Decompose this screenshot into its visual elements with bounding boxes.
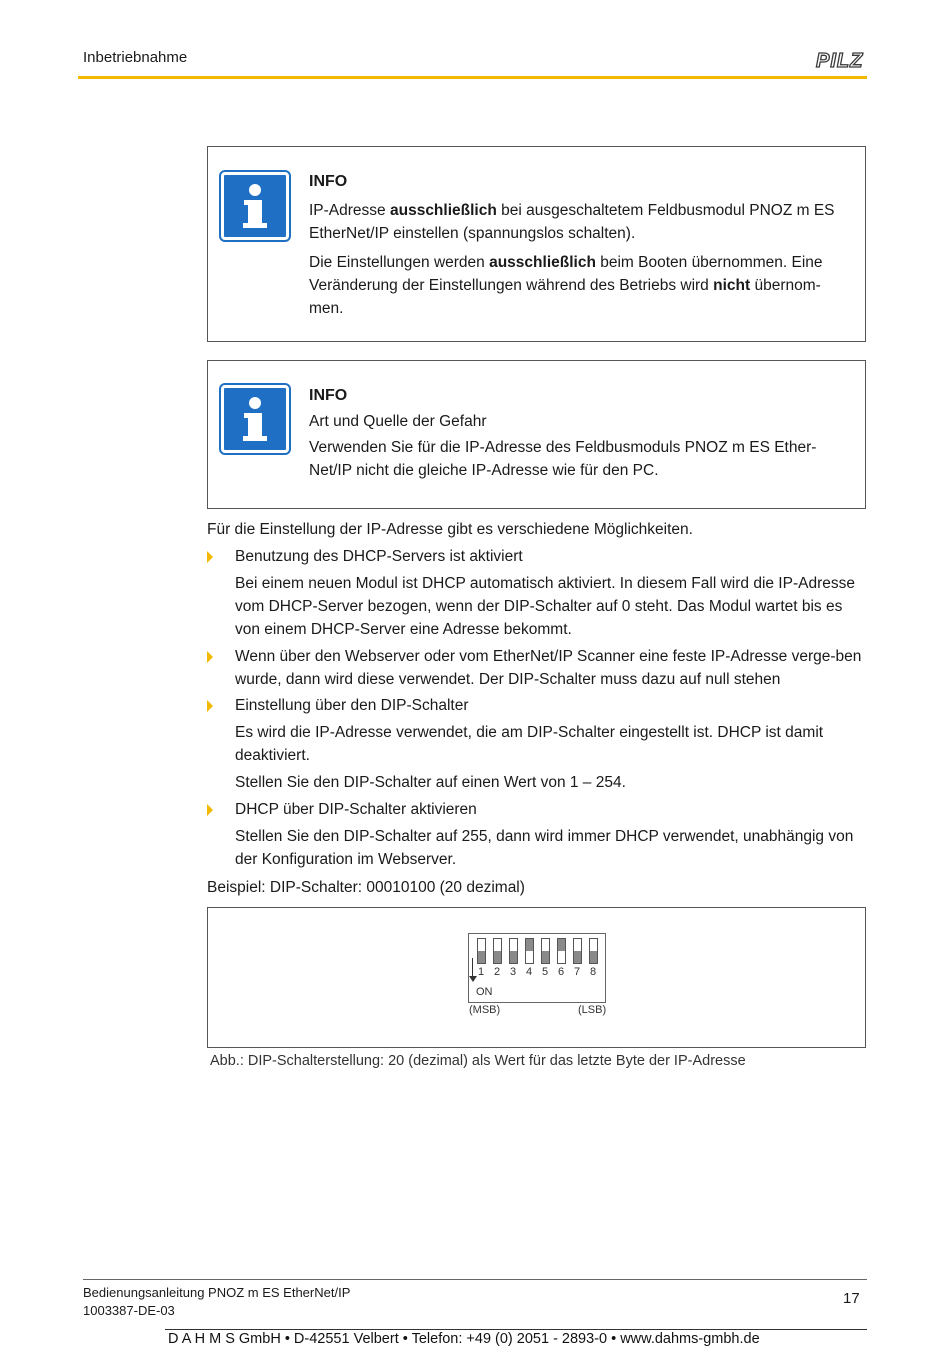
arrow-head-icon <box>469 976 477 982</box>
header-divider <box>78 76 867 79</box>
dip-on-label: ON <box>476 986 493 998</box>
bullet-detail: Stellen Sie den DIP-Schalter auf 255, dann wird immer DHCP verwendet, unabhängig von der Konfiguration im Webserver. <box>235 828 854 868</box>
page-number: 17 <box>843 1290 860 1307</box>
emphasis: ausschließlich <box>489 254 596 271</box>
bullet-detail: Bei einem neuen Modul ist DHCP automatisch aktiviert. In diesem Fall wird die IP-Adresse vom DHCP-Server bezogen, wenn der DIP-Schalter auf 0 steht. Das Modul wartet bis es von einem DHCP-Server eine Adresse bekommt. <box>235 575 855 638</box>
text-span: bei ausgeschaltetem Feldbusmodul PNOZ m ES EtherNet/IP einstellen (spannungslos schalten). <box>309 202 835 242</box>
info-title: INFO <box>309 387 348 404</box>
bullet-detail: Es wird die IP-Adresse verwendet, die am DIP-Schalter eingestellt ist. DHCP ist damit deaktiviert. <box>235 724 824 764</box>
footer-doc-number: 1003387-DE-03 <box>83 1303 175 1318</box>
text-span: IP-Adresse <box>309 202 390 219</box>
bullet-label: Einstellung über den DIP-Schalter <box>235 697 469 714</box>
bullet-label: Wenn über den Webserver oder vom EtherNet/IP Scanner eine feste IP-Adresse verge-ben wurde, dann wird diese verwendet. Der DIP-Schalter muss dazu auf null stehen <box>235 648 862 688</box>
info-paragraph: Art und Quelle der Gefahr <box>309 413 487 430</box>
dip-switch-knob <box>558 939 565 951</box>
info-paragraph <box>309 199 849 245</box>
info-icon <box>221 385 289 453</box>
info-box-1-text <box>309 170 849 326</box>
bullet-label: DHCP über DIP-Schalter aktivieren <box>235 801 477 818</box>
dip-switch-number: 7 <box>574 966 581 978</box>
on-direction-arrow-icon <box>472 958 473 978</box>
bullet-item <box>207 694 867 717</box>
intro-text: Für die Einstellung der IP-Adresse gibt es verschiedene Möglichkeiten. <box>207 521 693 538</box>
dip-switch-4 <box>525 938 534 964</box>
dip-switch-number: 8 <box>590 966 597 978</box>
bullet-label: Benutzung des DHCP-Servers ist aktiviert <box>235 548 523 565</box>
dip-switch-number: 2 <box>494 966 501 978</box>
dip-switch-number: 5 <box>542 966 549 978</box>
bullet-detail: Stellen Sie den DIP-Schalter auf einen Wert von 1 – 254. <box>235 774 626 791</box>
dealer-divider <box>165 1329 867 1330</box>
dip-switch-knob <box>574 951 581 963</box>
bullet-item <box>207 645 867 691</box>
bullet-arrow-icon <box>207 651 213 663</box>
footer-doc-title: Bedienungsanleitung PNOZ m ES EtherNet/IP <box>83 1285 351 1300</box>
info-box-1 <box>207 146 866 342</box>
dip-switch-knob <box>590 951 597 963</box>
dip-lsb-label: (LSB) <box>578 1004 607 1016</box>
example-text: Beispiel: DIP-Schalter: 00010100 (20 dezimal) <box>207 879 525 896</box>
dip-switch-knob <box>542 951 549 963</box>
emphasis: ausschließlich <box>389 202 497 219</box>
dip-switch-knob <box>526 939 533 951</box>
dip-switch-knob <box>494 951 501 963</box>
bullet-arrow-icon <box>207 804 213 816</box>
dip-switch-7 <box>573 938 582 964</box>
dip-switch-knob <box>510 951 517 963</box>
info-paragraph <box>309 251 849 320</box>
dip-switch-number: 3 <box>510 966 517 978</box>
dip-switch-number: 6 <box>558 966 565 978</box>
dip-switch-number: 1 <box>478 966 485 978</box>
footer-divider <box>83 1279 867 1280</box>
dip-switch-knob <box>478 951 485 963</box>
dip-switch-3 <box>509 938 518 964</box>
info-box-2-text <box>309 384 849 488</box>
dip-switch-number: 4 <box>526 966 533 978</box>
dip-switch-1 <box>477 938 486 964</box>
page-section-title: Inbetriebnahme <box>83 49 188 66</box>
info-box-2 <box>207 360 866 509</box>
pilz-logo: PILZ <box>816 50 864 72</box>
info-paragraph: Verwenden Sie für die IP-Adresse des Feldbusmoduls PNOZ m ES Ether-Net/IP nicht die gleiche IP-Adresse wie für den PC. <box>309 439 817 479</box>
dealer-stamp: D A H M S GmbH • D-42551 Velbert • Telefon: +49 (0) 2051 - 2893-0 • www.dahms-gmbh.de <box>168 1331 760 1347</box>
info-icon <box>221 172 289 240</box>
dip-switch-2 <box>493 938 502 964</box>
text-span: beim Booten übernommen. Eine Veränderung der Einstellungen während des Betriebs wird <box>309 254 823 294</box>
text-span: Die Einstellungen werden <box>309 254 490 271</box>
text-span: übernom-men. <box>309 277 821 317</box>
figure-caption: Abb.: DIP-Schalterstellung: 20 (dezimal) als Wert für das letzte Byte der IP-Adresse <box>210 1053 746 1069</box>
info-title: INFO <box>309 173 348 190</box>
dip-msb-label: (MSB) <box>469 1004 501 1016</box>
dip-switch-8 <box>589 938 598 964</box>
bullet-arrow-icon <box>207 551 213 563</box>
dip-switch-6 <box>557 938 566 964</box>
bullet-arrow-icon <box>207 700 213 712</box>
bullet-item <box>207 798 867 821</box>
dip-switch-5 <box>541 938 550 964</box>
bullet-item <box>207 545 867 568</box>
emphasis: nicht <box>713 277 751 294</box>
